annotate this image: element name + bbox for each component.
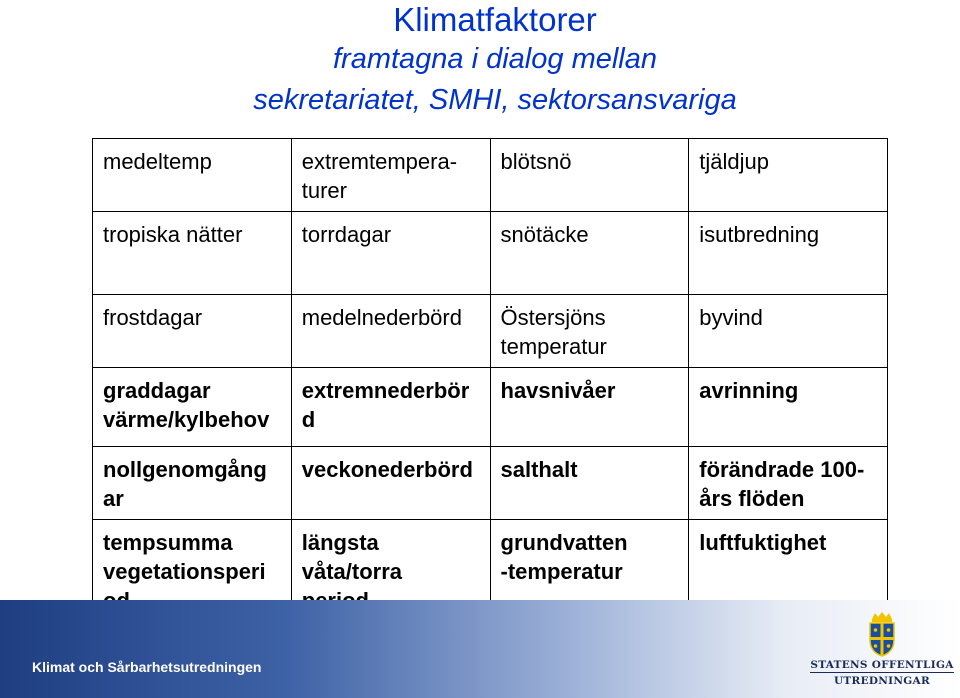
grid-cell: veckonederbörd (291, 447, 490, 520)
footer-text: Klimat och Sårbarhetsutredningen (32, 659, 262, 675)
swedish-crest-icon (858, 610, 906, 658)
grid-cell: tjäldjup (689, 139, 888, 212)
grid-row (93, 139, 888, 212)
logo-text-line2: UTREDNINGAR (833, 675, 931, 687)
grid-cell: tropiska nätter (93, 212, 292, 295)
grid-cell: längsta våta/torra (291, 520, 490, 616)
grid-cell: medelnederbörd (291, 295, 490, 368)
grid-row (93, 447, 888, 520)
page-subtitle-line2: sekretariatet, SMHI, sektorsansvariga (253, 84, 737, 116)
grid-cell: extremnederbör d (291, 368, 490, 447)
grid-cell: Östersjöns temperatur (490, 295, 689, 368)
grid-cell: tempsumma vegetationsperi (93, 520, 292, 616)
grid-cell: blötsnö (490, 139, 689, 212)
grid-row (93, 368, 888, 447)
grid-cell: avrinning (689, 368, 888, 447)
grid-cell: salthalt (490, 447, 689, 520)
grid-row (93, 212, 888, 295)
climate-factor-grid (92, 138, 888, 615)
grid-cell: förändrade 100- års flöden (689, 447, 888, 520)
footer-bar (0, 600, 960, 698)
grid-cell: havsnivåer (490, 368, 689, 447)
grid-cell: luftfuktighet (689, 520, 888, 616)
grid-cell: nollgenomgång ar (93, 447, 292, 520)
sou-logo (808, 610, 956, 696)
grid-cell: graddagar värme/kylbehov (93, 368, 292, 447)
grid-cell: frostdagar (93, 295, 292, 368)
logo-divider (810, 672, 954, 673)
grid-cell: grundvatten -temperatur (490, 520, 689, 616)
page-subtitle-line1: framtagna i dialog mellan (332, 43, 657, 75)
logo-text-line1: STATENS OFFENTLIGA (810, 659, 954, 671)
grid-cell: torrdagar (291, 212, 490, 295)
grid-row (93, 295, 888, 368)
page-title: Klimatfaktorer (393, 1, 597, 38)
grid-cell: extremtempera- turer (291, 139, 490, 212)
grid-cell: byvind (689, 295, 888, 368)
grid-cell: medeltemp (93, 139, 292, 212)
grid-cell: snötäcke (490, 212, 689, 295)
grid-cell: isutbredning (689, 212, 888, 295)
